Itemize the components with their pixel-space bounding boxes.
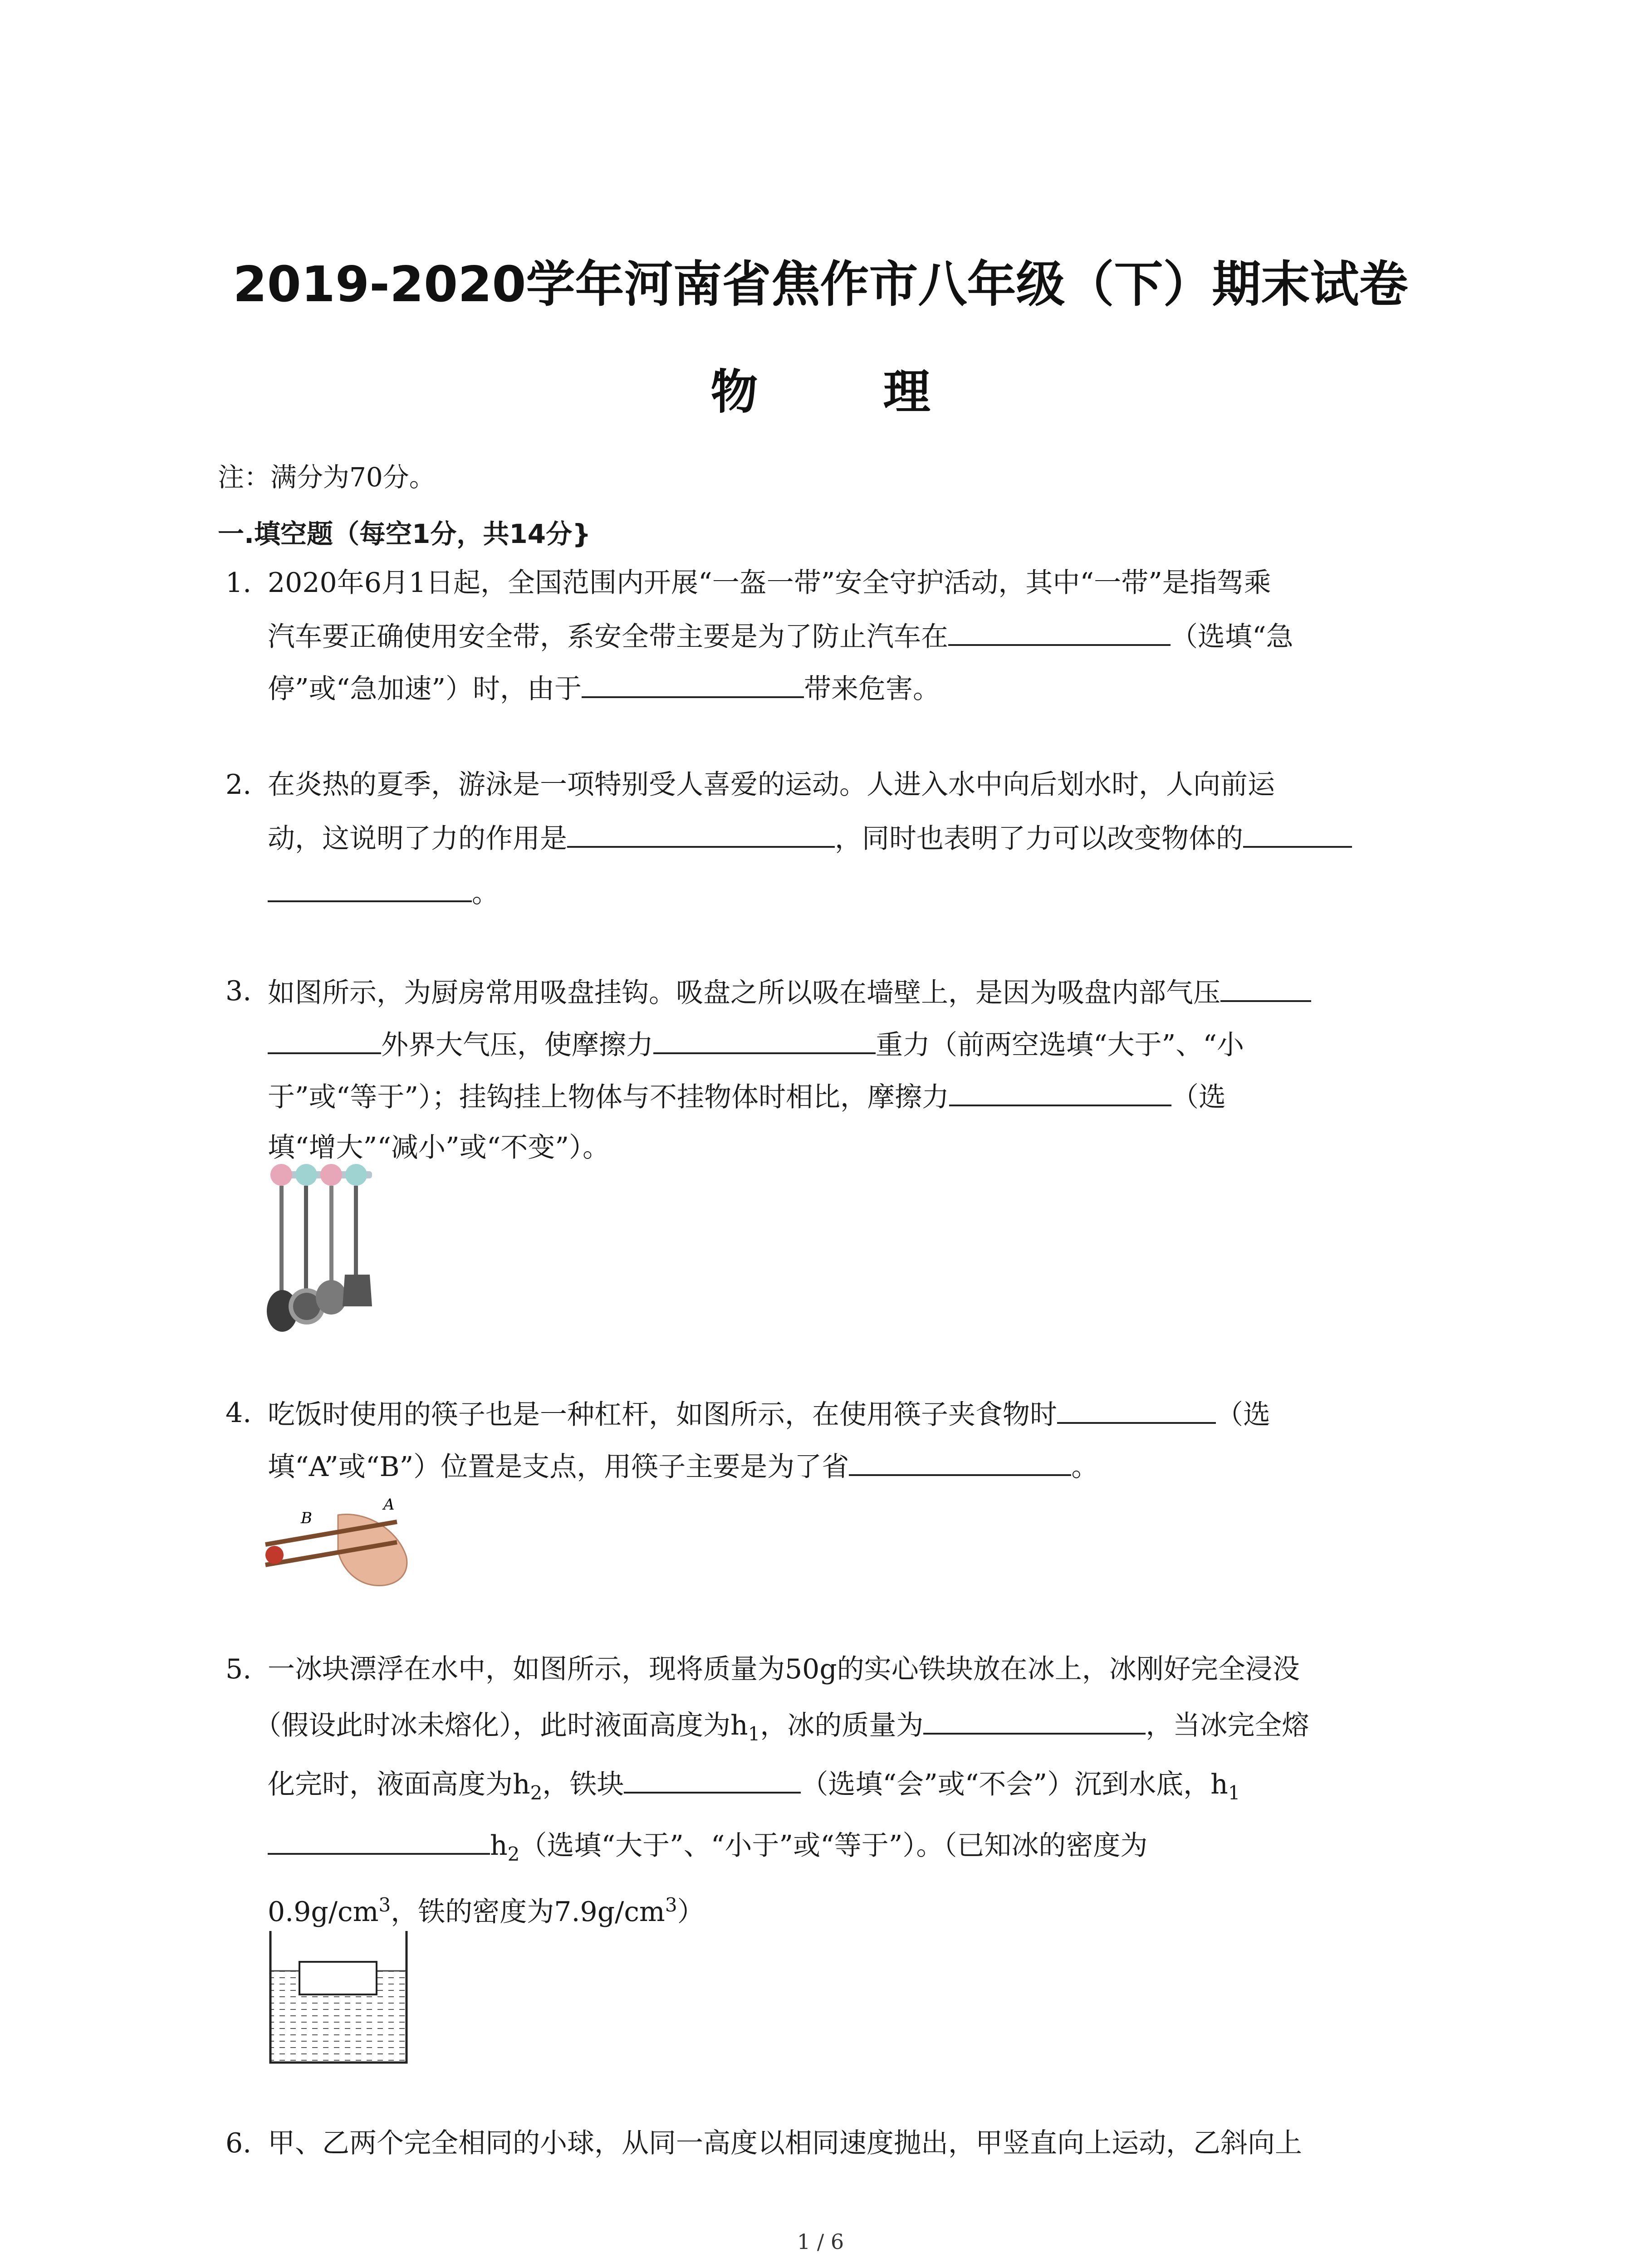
section-heading: 一.填空题（每空1分，共14分} [218,518,591,549]
answer-blank[interactable] [1057,1395,1216,1424]
question-number: 2. [225,769,252,801]
point-b-label: B [301,1509,312,1527]
question-3-line-2: 外界大气压，使摩擦力 重力（前两空选填“大于”、“小 [268,1025,1244,1063]
question-number: 4. [225,1397,252,1429]
question-number: 3. [225,975,252,1007]
page-number: 1 / 6 [797,2229,844,2254]
question-2-line-3: 。 [268,873,499,911]
question-4-line-2: 填“A”或“B”）位置是支点，用筷子主要是为了省 。 [268,1447,1098,1485]
answer-blank[interactable] [268,1025,381,1054]
answer-blank[interactable] [849,1447,1071,1476]
exam-title: 2019-2020学年河南省焦作市八年级（下）期末试卷 [233,256,1408,313]
answer-blank[interactable] [567,819,835,848]
question-3-line-1: 如图所示，为厨房常用吸盘挂钩。吸盘之所以吸在墙壁上，是因为吸盘内部气压 [268,973,1311,1011]
question-3-line-4: 填“增大”“减小”或“不变”）。 [268,1132,610,1163]
question-number: 1. [225,567,252,599]
suction-hook-utensils-figure [263,1161,381,1338]
answer-blank[interactable] [268,1826,490,1855]
point-a-label: A [383,1497,395,1514]
question-5-line-4: $h_2$（选填“大于”、“小于”或“等于”）。（已知冰的密度为 [268,1826,1147,1872]
question-1-line-1: 2020年6月1日起，全国范围内开展“一盔一带”安全守护活动，其中“一带”是指驾乘 [268,567,1271,599]
question-5-line-2: （假设此时冰未熔化），此时液面高度为$h_1$，冰的质量为 ，当冰完全熔 [254,1706,1309,1752]
question-1-line-2: 汽车要正确使用安全带，系安全带主要是为了防止汽车在 （选填“急 [268,617,1293,655]
question-5-line-3: 化完时，液面高度为$h_2$，铁块 （选填“会”或“不会”）沉到水底，$h_1$ [268,1765,1240,1811]
question-5-line-1: 一冰块漂浮在水中，如图所示，现将质量为50g的实心铁块放在冰上，冰刚好完全浸没 [268,1653,1300,1685]
question-2-line-2: 动，这说明了力的作用是 ，同时也表明了力可以改变物体的 [268,819,1352,857]
question-number: 6. [225,2127,252,2159]
question-6-line-1: 甲、乙两个完全相同的小球，从同一高度以相同速度抛出，甲竖直向上运动，乙斜向上 [268,2127,1302,2159]
subject-title: 物 理 [710,364,985,420]
answer-blank[interactable] [653,1025,876,1054]
answer-blank[interactable] [624,1765,801,1794]
chopsticks-figure [261,1497,424,1592]
answer-blank[interactable] [948,617,1171,646]
question-5-line-5: $0.9g/cm^3$，铁的密度为$7.9g/cm^3$） [268,1894,705,1928]
answer-blank[interactable] [1220,973,1311,1002]
answer-blank[interactable] [949,1077,1171,1106]
answer-blank[interactable] [1243,819,1352,848]
answer-blank[interactable] [268,873,472,902]
question-number: 5. [225,1653,252,1685]
answer-blank[interactable] [582,669,804,698]
question-2-line-1: 在炎热的夏季，游泳是一项特别受人喜爱的运动。人进入水中向后划水时，人向前运 [268,769,1275,801]
score-note: 注：满分为70分。 [218,462,436,493]
ice-in-water-figure [268,1930,417,2066]
question-4-line-1: 吃饭时使用的筷子也是一种杠杆，如图所示，在使用筷子夹食物时 （选 [268,1395,1270,1433]
answer-blank[interactable] [923,1706,1146,1735]
question-3-line-3: 于”或“等于”）；挂钩挂上物体与不挂物体时相比，摩擦力 （选 [268,1077,1226,1115]
question-1-line-3: 停”或“急加速”）时，由于 带来危害。 [268,669,940,707]
